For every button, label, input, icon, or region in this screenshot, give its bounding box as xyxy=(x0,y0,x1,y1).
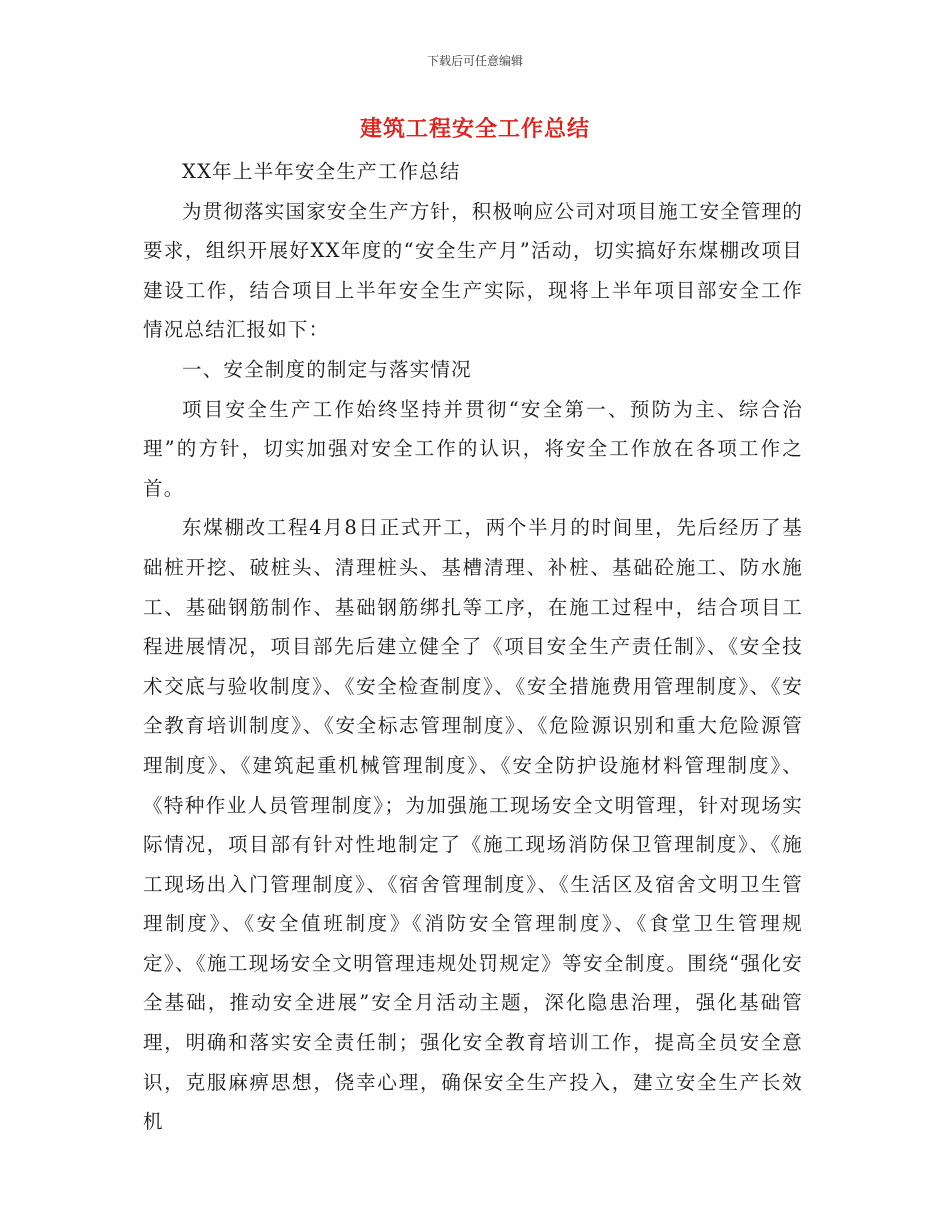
document-body xyxy=(143,152,803,1142)
section-heading: 一、安全制度的制定与落实情况 xyxy=(182,357,472,381)
paragraph-details: 东煤棚改工程4月8日正式开工，两个半月的时间里，先后经历了基础桩开挖、破桩头、清理桩头、基槽清理、补桩、基础砼施工、防水施工、基础钢筋制作、基础钢筋绑扎等工序，在施工过程中，结合项目工程进展情况，项目部先后建立健全了《项目安全生产责任制》、《安全技术交底与验收制度》、《安全检查制度》、《安全措施费用管理制度》、《安全教育培训制度》、《安全标志管理制度》、《危险源识别和重大危险源管理制度》、《建筑起重机械管理制度》、《安全防护设施材料管理制度》、《特种作业人员管理制度》；为加强施工现场安全文明管理，针对现场实际情况，项目部有针对性地制定了《施工现场消防保卫管理制度》、《施工现场出入门管理制度》、《宿舍管理制度》、《生活区及宿舍文明卫生管理制度》、《安全值班制度》《消防安全管理制度》、《食堂卫生管理规定》、《施工现场安全文明管理违规处罚规定》等安全制度。围绕“强化安全基础，推动安全进展”安全月活动主题，深化隐患治理，强化基础管理，明确和落实安全责任制；强化安全教育培训工作，提高全员安全意识，克服麻痹思想，侥幸心理，确保安全生产投入，建立安全生产长效机 xyxy=(143,516,803,1134)
paragraph-policy: 项目安全生产工作始终坚持并贯彻“安全第一、预防为主、综合治理”的方针，切实加强对安全工作的认识，将安全工作放在各项工作之首。 xyxy=(143,397,803,500)
header-note: 下载后可任意编辑 xyxy=(426,54,523,68)
paragraph-subtitle: XX年上半年安全生产工作总结 xyxy=(182,160,461,183)
document-title: 建筑工程安全工作总结 xyxy=(359,117,590,142)
paragraph-intro: 为贯彻落实国家安全生产方针，积极响应公司对项目施工安全管理的要求，组织开展好XX年度的“安全生产月”活动，切实搞好东煤棚改项目建设工作，结合项目上半年安全生产实际，现将上半年项目部安全工作情况总结汇报如下： xyxy=(143,199,804,342)
